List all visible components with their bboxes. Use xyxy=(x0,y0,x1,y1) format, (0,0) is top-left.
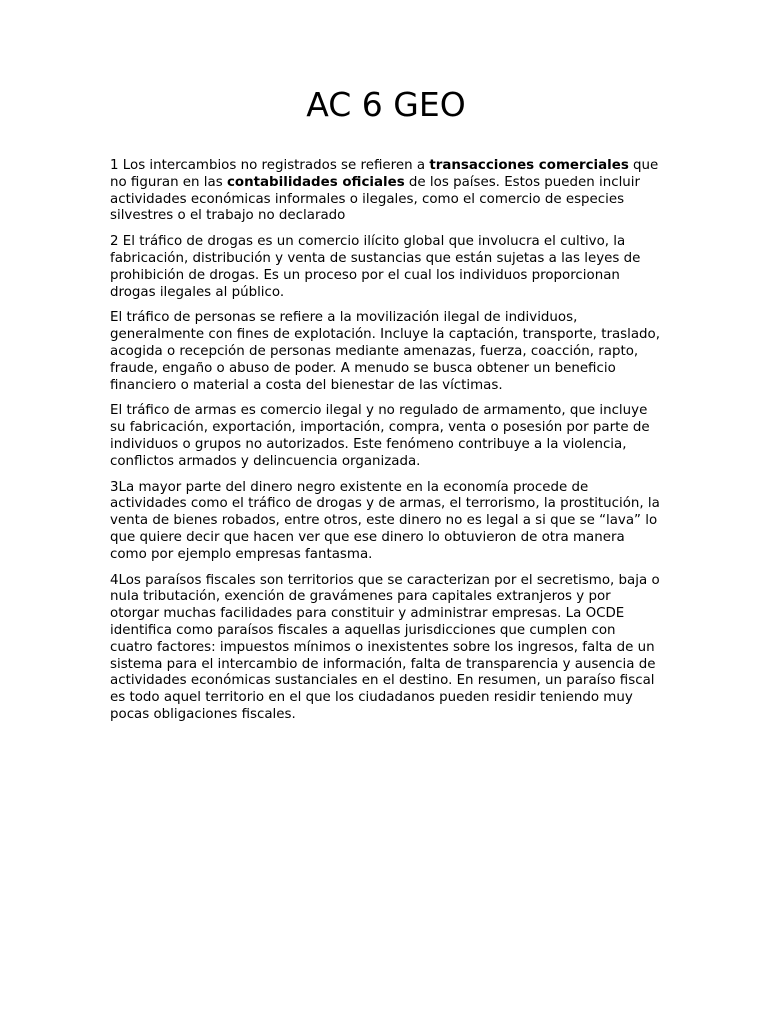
paragraph-1-text-c: de los países. Estos pueden incluir actividades económicas informales o ilegales, como el comercio de especies silvestres o el trabajo no declarado xyxy=(110,174,641,224)
paragraph-1-text-b: que no figuran en las xyxy=(110,158,659,190)
document-page xyxy=(110,84,662,733)
paragraph-3: El tráfico de personas se refiere a la movilización ilegal de individuos, generalmente con fines de explotación. Incluye la captación, transporte, traslado, acogida o recepción de personas mediante amenazas, fuerza, coacción, rapto, fraude, engaño o abuso de poder. A menudo se busca obtener un beneficio financiero o material a costa del bienestar de las víctimas. xyxy=(110,310,661,393)
document-title: AC 6 GEO xyxy=(306,85,466,124)
paragraph-6: 4Los paraísos fiscales son territorios que se caracterizan por el secretismo, baja o nula tributación, exención de gravámenes para capitales extranjeros y por otorgar muchas facilidades para constituir y administrar empresas. La OCDE identifica como paraísos fiscales a aquellas jurisdicciones que cumplen con cuatro factores: impuestos mínimos o inexistentes sobre los ingresos, falta de un sistema para el intercambio de información, falta de transparencia y ausencia de actividades económicas sustanciales en el destino. En resumen, un paraíso fiscal es todo aquel territorio en el que los ciudadanos pueden residir teniendo muy pocas obligaciones fiscales. xyxy=(110,572,660,722)
paragraph-1-text-a: 1 Los intercambios no registrados se refieren a xyxy=(110,158,430,173)
paragraph-1-bold-b: contabilidades oficiales xyxy=(226,174,405,190)
paragraph-2: 2 El tráfico de drogas es un comercio ilícito global que involucra el cultivo, la fabricación, distribución y venta de sustancias que están sujetas a las leyes de prohibición de drogas. Es un proceso por el cual los individuos proporcionan drogas ilegales al público. xyxy=(110,234,641,300)
paragraph-1-bold-a: transacciones comerciales xyxy=(429,158,629,173)
paragraph-5: 3La mayor parte del dinero negro existente en la economía procede de actividades como el tráfico de drogas y de armas, el terrorismo, la prostitución, la venta de bienes robados, entre otros, este dinero no es legal a si que se “lava” lo que quiere decir que hacen ver que ese dinero lo obtuvieron de otra manera como por ejemplo empresas fantasma. xyxy=(110,479,660,562)
paragraph-1 xyxy=(110,158,662,225)
paragraph-4: El tráfico de armas es comercio ilegal y no regulado de armamento, que incluye su fabricación, exportación, importación, compra, venta o posesión por parte de individuos o grupos no autorizados. Este fenómeno contribuye a la violencia, conflictos armados y delincuencia organizada. xyxy=(110,403,650,469)
